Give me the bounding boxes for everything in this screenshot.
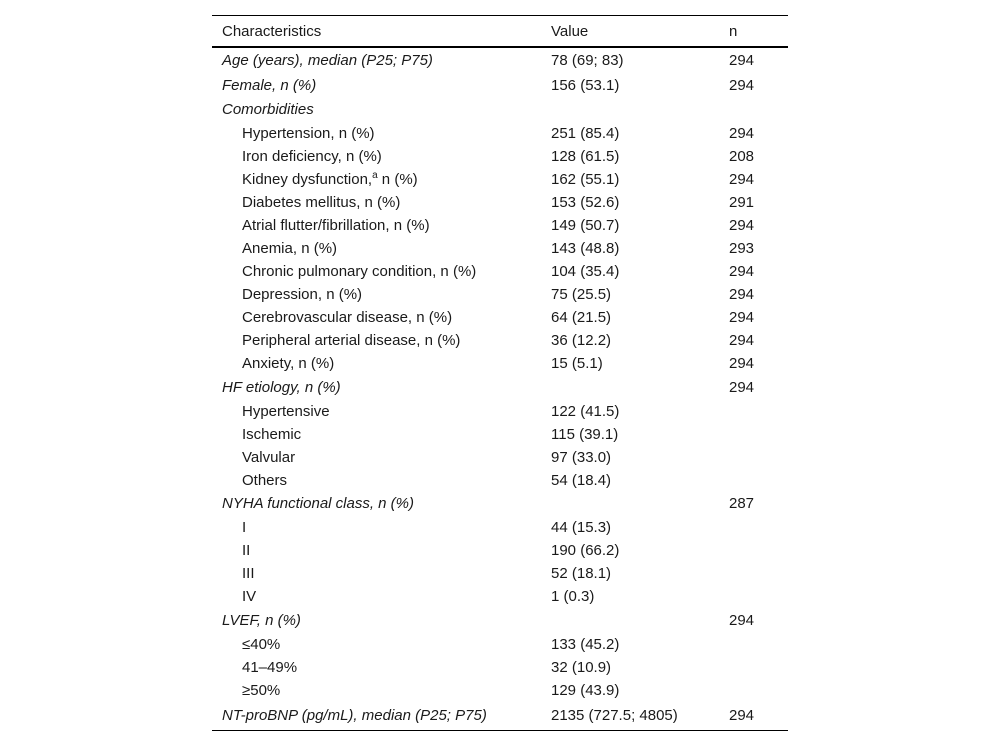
row-value: 75 (25.5) bbox=[551, 286, 612, 303]
table-row bbox=[212, 98, 788, 123]
table-row bbox=[212, 306, 788, 329]
row-label bbox=[212, 191, 539, 214]
row-n bbox=[717, 469, 788, 492]
table-row bbox=[212, 423, 788, 446]
row-label-text: Atrial flutter/fibrillation, n (%) bbox=[242, 217, 430, 234]
row-value: 36 (12.2) bbox=[551, 332, 612, 349]
row-label bbox=[212, 656, 539, 679]
row-label-text: Valvular bbox=[242, 448, 296, 466]
row-n: 294 bbox=[729, 355, 755, 372]
row-label-text: Ischemic bbox=[242, 425, 302, 443]
row-label bbox=[212, 73, 539, 98]
row-n: 294 bbox=[729, 611, 755, 629]
row-value: 15 (5.1) bbox=[551, 355, 603, 372]
row-value: 190 (66.2) bbox=[551, 542, 620, 559]
characteristics-table-container bbox=[212, 15, 788, 731]
row-n: 294 bbox=[729, 263, 755, 280]
table-row bbox=[212, 608, 788, 633]
row-label-text: Hypertensive bbox=[242, 402, 330, 420]
row-n: 294 bbox=[729, 52, 755, 69]
row-label bbox=[212, 633, 539, 656]
row-label-text: Iron deficiency, n (%) bbox=[242, 148, 382, 165]
row-label bbox=[212, 168, 539, 191]
table-row bbox=[212, 516, 788, 539]
table-row bbox=[212, 237, 788, 260]
row-label-text: Comorbidities bbox=[222, 101, 314, 119]
row-label-text: ≤40% bbox=[242, 635, 281, 653]
table-row bbox=[212, 656, 788, 679]
row-n bbox=[717, 446, 788, 469]
row-label-text: LVEF, n (%) bbox=[222, 611, 301, 629]
row-label-text: Kidney dysfunction, bbox=[242, 171, 373, 188]
row-label-text: 41–49% bbox=[242, 658, 298, 676]
row-value: 129 (43.9) bbox=[551, 681, 620, 699]
row-value: 78 (69; 83) bbox=[551, 52, 624, 69]
row-label bbox=[212, 47, 539, 73]
row-label-text: NT-proBNP (pg/mL), median (P25; P75) bbox=[222, 707, 487, 724]
row-n: 294 bbox=[729, 378, 755, 396]
row-n bbox=[717, 516, 788, 539]
row-label bbox=[212, 608, 539, 633]
row-value: 44 (15.3) bbox=[551, 519, 612, 536]
row-label bbox=[212, 400, 539, 423]
row-n bbox=[717, 633, 788, 656]
row-n bbox=[717, 656, 788, 679]
row-n bbox=[717, 98, 788, 123]
row-value: 1 (0.3) bbox=[551, 588, 595, 605]
header-n: n bbox=[729, 22, 738, 40]
row-label bbox=[212, 423, 539, 446]
row-label-text: Peripheral arterial disease, n (%) bbox=[242, 332, 461, 349]
row-value: 2135 (727.5; 4805) bbox=[551, 707, 678, 724]
footnote-marker: a bbox=[372, 170, 378, 181]
table-row bbox=[212, 145, 788, 168]
row-value: 64 (21.5) bbox=[551, 309, 612, 326]
row-label bbox=[212, 283, 539, 306]
row-label-text: Age (years), median (P25; P75) bbox=[222, 52, 433, 69]
row-value: 162 (55.1) bbox=[551, 171, 620, 188]
row-label-text: IV bbox=[242, 588, 257, 605]
row-n: 294 bbox=[729, 171, 755, 188]
row-n: 294 bbox=[729, 76, 755, 94]
table-body bbox=[212, 47, 788, 730]
table-row bbox=[212, 446, 788, 469]
row-n: 294 bbox=[729, 217, 755, 234]
table-row bbox=[212, 73, 788, 98]
row-n: 294 bbox=[729, 125, 755, 142]
row-n bbox=[717, 539, 788, 562]
row-value: 104 (35.4) bbox=[551, 263, 620, 280]
table-row bbox=[212, 539, 788, 562]
row-value: 128 (61.5) bbox=[551, 148, 620, 165]
header-characteristics: Characteristics bbox=[222, 22, 322, 40]
table-row bbox=[212, 469, 788, 492]
table-row bbox=[212, 214, 788, 237]
row-label-text: Chronic pulmonary condition, n (%) bbox=[242, 263, 477, 280]
row-label bbox=[212, 237, 539, 260]
table-row bbox=[212, 329, 788, 352]
table-row bbox=[212, 633, 788, 656]
row-value: 153 (52.6) bbox=[551, 194, 620, 211]
row-n: 287 bbox=[729, 495, 755, 513]
row-n: 294 bbox=[729, 332, 755, 349]
row-label bbox=[212, 214, 539, 237]
table-row bbox=[212, 702, 788, 731]
table-row bbox=[212, 283, 788, 306]
row-label bbox=[212, 260, 539, 283]
row-n: 294 bbox=[729, 309, 755, 326]
row-label-suffix: n (%) bbox=[377, 171, 418, 188]
row-label-text: NYHA functional class, n (%) bbox=[222, 495, 415, 513]
row-n: 294 bbox=[729, 286, 755, 303]
row-value: 133 (45.2) bbox=[551, 635, 620, 653]
row-label bbox=[212, 469, 539, 492]
row-label bbox=[212, 446, 539, 469]
table-row bbox=[212, 679, 788, 702]
table-row bbox=[212, 260, 788, 283]
row-value bbox=[539, 375, 717, 400]
row-n bbox=[717, 400, 788, 423]
row-value: 115 (39.1) bbox=[551, 425, 619, 443]
row-label-text: Anxiety, n (%) bbox=[242, 355, 335, 372]
row-label bbox=[212, 329, 539, 352]
row-n bbox=[717, 585, 788, 608]
row-value: 97 (33.0) bbox=[551, 448, 612, 466]
row-label bbox=[212, 352, 539, 375]
row-label bbox=[212, 145, 539, 168]
table-row bbox=[212, 191, 788, 214]
row-n: 291 bbox=[729, 194, 755, 211]
row-label bbox=[212, 562, 539, 585]
table-row bbox=[212, 400, 788, 423]
row-n: 294 bbox=[729, 707, 755, 724]
row-n bbox=[717, 562, 788, 585]
row-n bbox=[717, 679, 788, 702]
row-value: 54 (18.4) bbox=[551, 471, 612, 489]
table-row bbox=[212, 375, 788, 400]
row-label bbox=[212, 492, 539, 517]
row-value: 251 (85.4) bbox=[551, 125, 620, 142]
row-value bbox=[539, 608, 717, 633]
row-label-text: II bbox=[242, 542, 251, 559]
row-value: 32 (10.9) bbox=[551, 658, 612, 676]
row-value: 149 (50.7) bbox=[551, 217, 620, 234]
row-value: 52 (18.1) bbox=[551, 565, 612, 582]
row-value: 143 (48.8) bbox=[551, 240, 620, 257]
row-label bbox=[212, 516, 539, 539]
row-value bbox=[539, 98, 717, 123]
table-header-row bbox=[212, 16, 788, 48]
row-value bbox=[539, 492, 717, 517]
row-label bbox=[212, 585, 539, 608]
row-label bbox=[212, 375, 539, 400]
row-label-text: Hypertension, n (%) bbox=[242, 125, 375, 142]
table-row bbox=[212, 562, 788, 585]
row-label bbox=[212, 679, 539, 702]
header-value: Value bbox=[551, 22, 589, 40]
row-label bbox=[212, 702, 539, 731]
row-label-text: Anemia, n (%) bbox=[242, 240, 338, 257]
row-label bbox=[212, 98, 539, 123]
table-row bbox=[212, 352, 788, 375]
table-row bbox=[212, 47, 788, 73]
row-label bbox=[212, 539, 539, 562]
row-label bbox=[212, 122, 539, 145]
row-label-text: ≥50% bbox=[242, 681, 281, 699]
row-label bbox=[212, 306, 539, 329]
row-label-text: Others bbox=[242, 471, 288, 489]
table-row bbox=[212, 585, 788, 608]
row-n bbox=[717, 423, 788, 446]
table-row bbox=[212, 168, 788, 191]
row-n: 208 bbox=[729, 148, 755, 165]
row-label-text: Diabetes mellitus, n (%) bbox=[242, 194, 401, 211]
row-label-text: Female, n (%) bbox=[222, 76, 317, 94]
row-label-text: III bbox=[242, 565, 255, 582]
row-label-text: HF etiology, n (%) bbox=[222, 378, 341, 396]
row-value: 156 (53.1) bbox=[551, 76, 620, 94]
row-label-text: Depression, n (%) bbox=[242, 286, 363, 303]
table-row bbox=[212, 122, 788, 145]
row-label-text: Cerebrovascular disease, n (%) bbox=[242, 309, 453, 326]
row-n: 293 bbox=[729, 240, 755, 257]
table-row bbox=[212, 492, 788, 517]
characteristics-table bbox=[212, 15, 788, 731]
row-label-text: I bbox=[242, 519, 247, 536]
row-value: 122 (41.5) bbox=[551, 402, 620, 420]
